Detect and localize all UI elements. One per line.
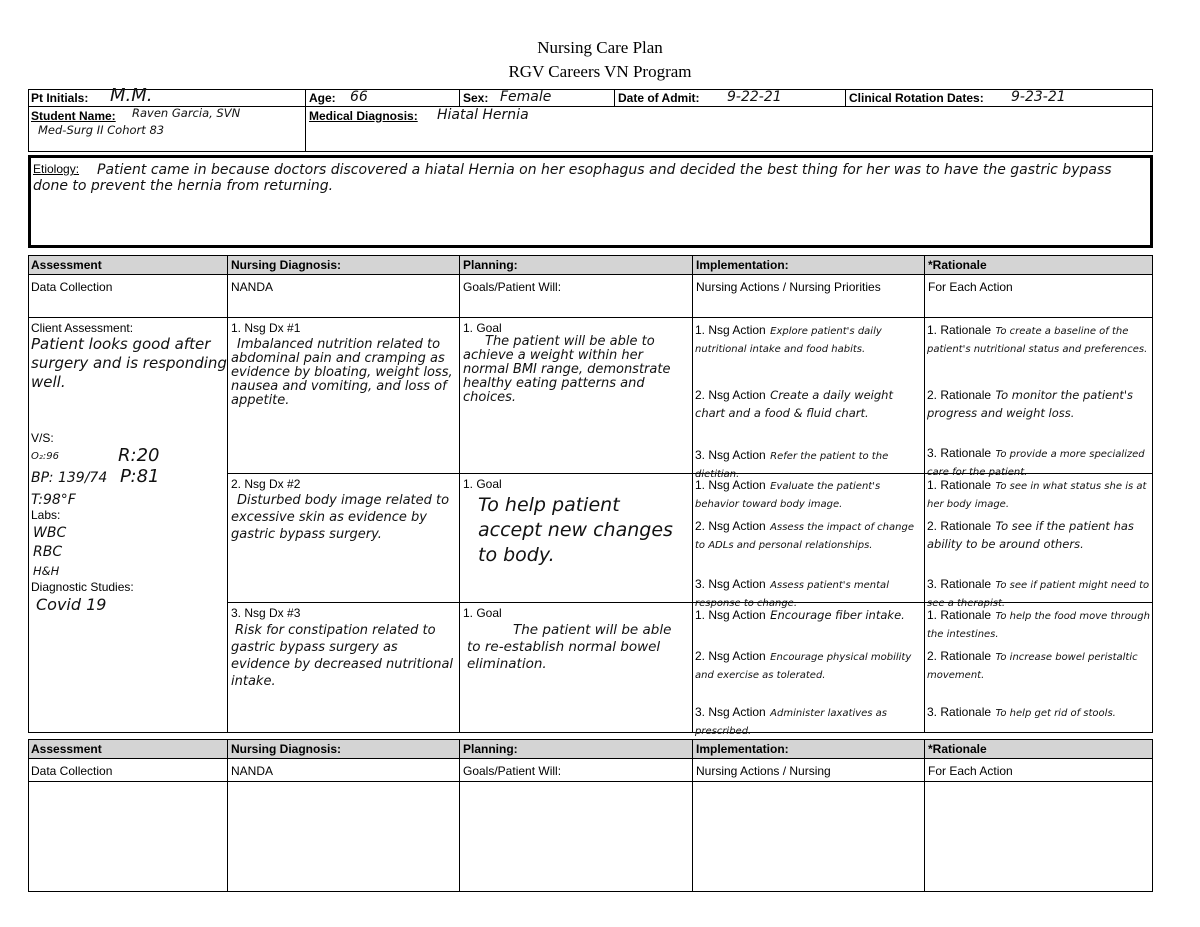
header-planning: Planning:: [463, 258, 518, 272]
nsg-action-2: 2. Nsg Action Encourage physical mobility and exercise as tolerated.: [695, 649, 912, 681]
nsg-dx-label: 2. Nsg Dx #2: [231, 477, 301, 491]
rationale-2: 2. Rationale To monitor the patient's progress and weight loss.: [927, 388, 1134, 420]
goal-text: To help patient accept new changes to body.: [478, 494, 673, 566]
header-assessment: Assessment: [31, 258, 102, 272]
subheader-for-each-action: For Each Action: [928, 764, 1013, 778]
document-subtitle: RGV Careers VN Program: [508, 62, 692, 81]
nsg-action-3: 3. Nsg Action Administer laxatives as prescribed.: [695, 705, 888, 737]
subheader-nanda: NANDA: [231, 280, 274, 294]
rationale-1: 1. Rationale To help the food move through the intestines.: [927, 608, 1150, 640]
sex-label: Sex:: [463, 91, 489, 105]
header-implementation: Implementation:: [696, 258, 789, 272]
header-rationale: *Rationale: [928, 742, 987, 756]
rationale-2: 2. Rationale To see if the patient has ability to be around others.: [927, 519, 1134, 551]
etiology-label: Etiology:: [33, 162, 80, 176]
admit-date-label: Date of Admit:: [618, 91, 700, 105]
diagnostic-studies-label: Diagnostic Studies:: [31, 580, 134, 594]
nsg-dx-text: Risk for constipation related to gastric bypass surgery as evidence by decreased nutritional intake.: [231, 623, 454, 689]
header-rationale: *Rationale: [928, 258, 987, 272]
subheader-data-collection: Data Collection: [31, 280, 113, 294]
client-assessment-text: Patient looks good after surgery and is responding well.: [31, 335, 227, 391]
lab-item: RBC: [33, 544, 63, 560]
etiology-text: Patient came in because doctors discovered a hiatal Hernia on her esophagus and decided the best thing for her was to have the gastric bypass done to prevent the hernia from returning.: [33, 162, 1112, 194]
vs-oxygen: O₂:96: [31, 451, 59, 462]
nsg-action-1: 1. Nsg Action Evaluate the patient's behavior toward body image.: [695, 478, 881, 510]
goal-label: 1. Goal: [463, 477, 502, 491]
student-name-value: Raven Garcia, SVN: [132, 106, 241, 120]
goal-text: The patient will be able to achieve a weight within her normal BMI range, demonstrate healthy eating patterns and choices.: [463, 334, 671, 405]
vital-signs-label: V/S:: [31, 431, 54, 445]
header-implementation: Implementation:: [696, 742, 789, 756]
nsg-dx-text: Disturbed body image related to excessive skin as evidence by gastric bypass surgery.: [231, 493, 450, 542]
header-nursing-diagnosis: Nursing Diagnosis:: [231, 742, 342, 756]
care-plan-table-blank: [28, 739, 1153, 892]
medical-diagnosis-value: Hiatal Hernia: [437, 107, 529, 123]
subheader-nursing-actions: Nursing Actions / Nursing: [696, 764, 831, 778]
rotation-dates-label: Clinical Rotation Dates:: [849, 91, 984, 105]
subheader-nursing-actions: Nursing Actions / Nursing Priorities: [696, 280, 881, 294]
initials-value: M.M.: [110, 85, 153, 106]
rotation-dates-value: 9-23-21: [1011, 89, 1066, 105]
nsg-dx-text: Imbalanced nutrition related to abdominal pain and cramping as evidence by bloating, weight loss, nausea and vomiting, and loss of appetite.: [231, 337, 453, 408]
labs-label: Labs:: [31, 508, 61, 522]
lab-item: H&H: [33, 564, 60, 578]
nsg-dx-label: 1. Nsg Dx #1: [231, 321, 301, 335]
admit-date-value: 9-22-21: [727, 89, 782, 105]
student-cohort: Med-Surg II Cohort 83: [38, 123, 165, 137]
rationale-3: 3. Rationale To provide a more specialized care for the patient.: [927, 446, 1145, 478]
rationale-3: 3. Rationale To help get rid of stools.: [927, 705, 1116, 719]
student-name-label: Student Name:: [31, 109, 116, 123]
lab-item: WBC: [33, 525, 67, 541]
rationale-1: 1. Rationale To create a baseline of the patient's nutritional status and preferences.: [927, 323, 1148, 355]
patient-info-block: [28, 89, 1153, 152]
vs-pulse: P:81: [120, 466, 160, 487]
goal-label: 1. Goal: [463, 321, 502, 335]
initials-label: Pt Initials:: [31, 91, 89, 105]
goal-label: 1. Goal: [463, 606, 502, 620]
rationale-1: 1. Rationale To see in what status she is at her body image.: [927, 478, 1147, 510]
rationale-3: 3. Rationale To see if patient might need to see a therapist.: [927, 577, 1150, 609]
goal-text: The patient will be able to re-establish normal bowel elimination.: [467, 622, 672, 672]
subheader-nanda: NANDA: [231, 764, 274, 778]
vs-temperature: T:98°F: [31, 492, 76, 508]
nsg-action-1: 1. Nsg Action Explore patient's daily nutritional intake and food habits.: [695, 323, 882, 355]
nsg-action-2: 2. Nsg Action Create a daily weight chart and a food & fluid chart.: [695, 388, 893, 420]
subheader-for-each-action: For Each Action: [928, 280, 1013, 294]
rationale-2: 2. Rationale To increase bowel peristaltic movement.: [927, 649, 1138, 681]
vs-respiration: R:20: [118, 445, 160, 466]
header-planning: Planning:: [463, 742, 518, 756]
subheader-goals: Goals/Patient Will:: [463, 764, 562, 778]
nsg-dx-label: 3. Nsg Dx #3: [231, 606, 301, 620]
client-assessment-label: Client Assessment:: [31, 321, 134, 335]
age-value: 66: [350, 89, 368, 105]
document-title: Nursing Care Plan: [537, 38, 663, 57]
sex-value: Female: [500, 89, 552, 105]
header-assessment: Assessment: [31, 742, 102, 756]
subheader-goals: Goals/Patient Will:: [463, 280, 562, 294]
nsg-action-3: 3. Nsg Action Refer the patient to the dietitian.: [695, 448, 889, 480]
diagnostic-studies-value: Covid 19: [36, 595, 107, 614]
age-label: Age:: [309, 91, 336, 105]
subheader-data-collection: Data Collection: [31, 764, 113, 778]
nsg-action-3: 3. Nsg Action Assess patient's mental response to change.: [695, 577, 889, 609]
nsg-action-2: 2. Nsg Action Assess the impact of change to ADLs and personal relationships.: [695, 519, 914, 551]
vs-blood-pressure: BP: 139/74: [31, 470, 108, 486]
medical-diagnosis-label: Medical Diagnosis:: [309, 109, 418, 123]
nsg-action-1: 1. Nsg Action Encourage fiber intake.: [695, 608, 905, 622]
header-nursing-diagnosis: Nursing Diagnosis:: [231, 258, 342, 272]
